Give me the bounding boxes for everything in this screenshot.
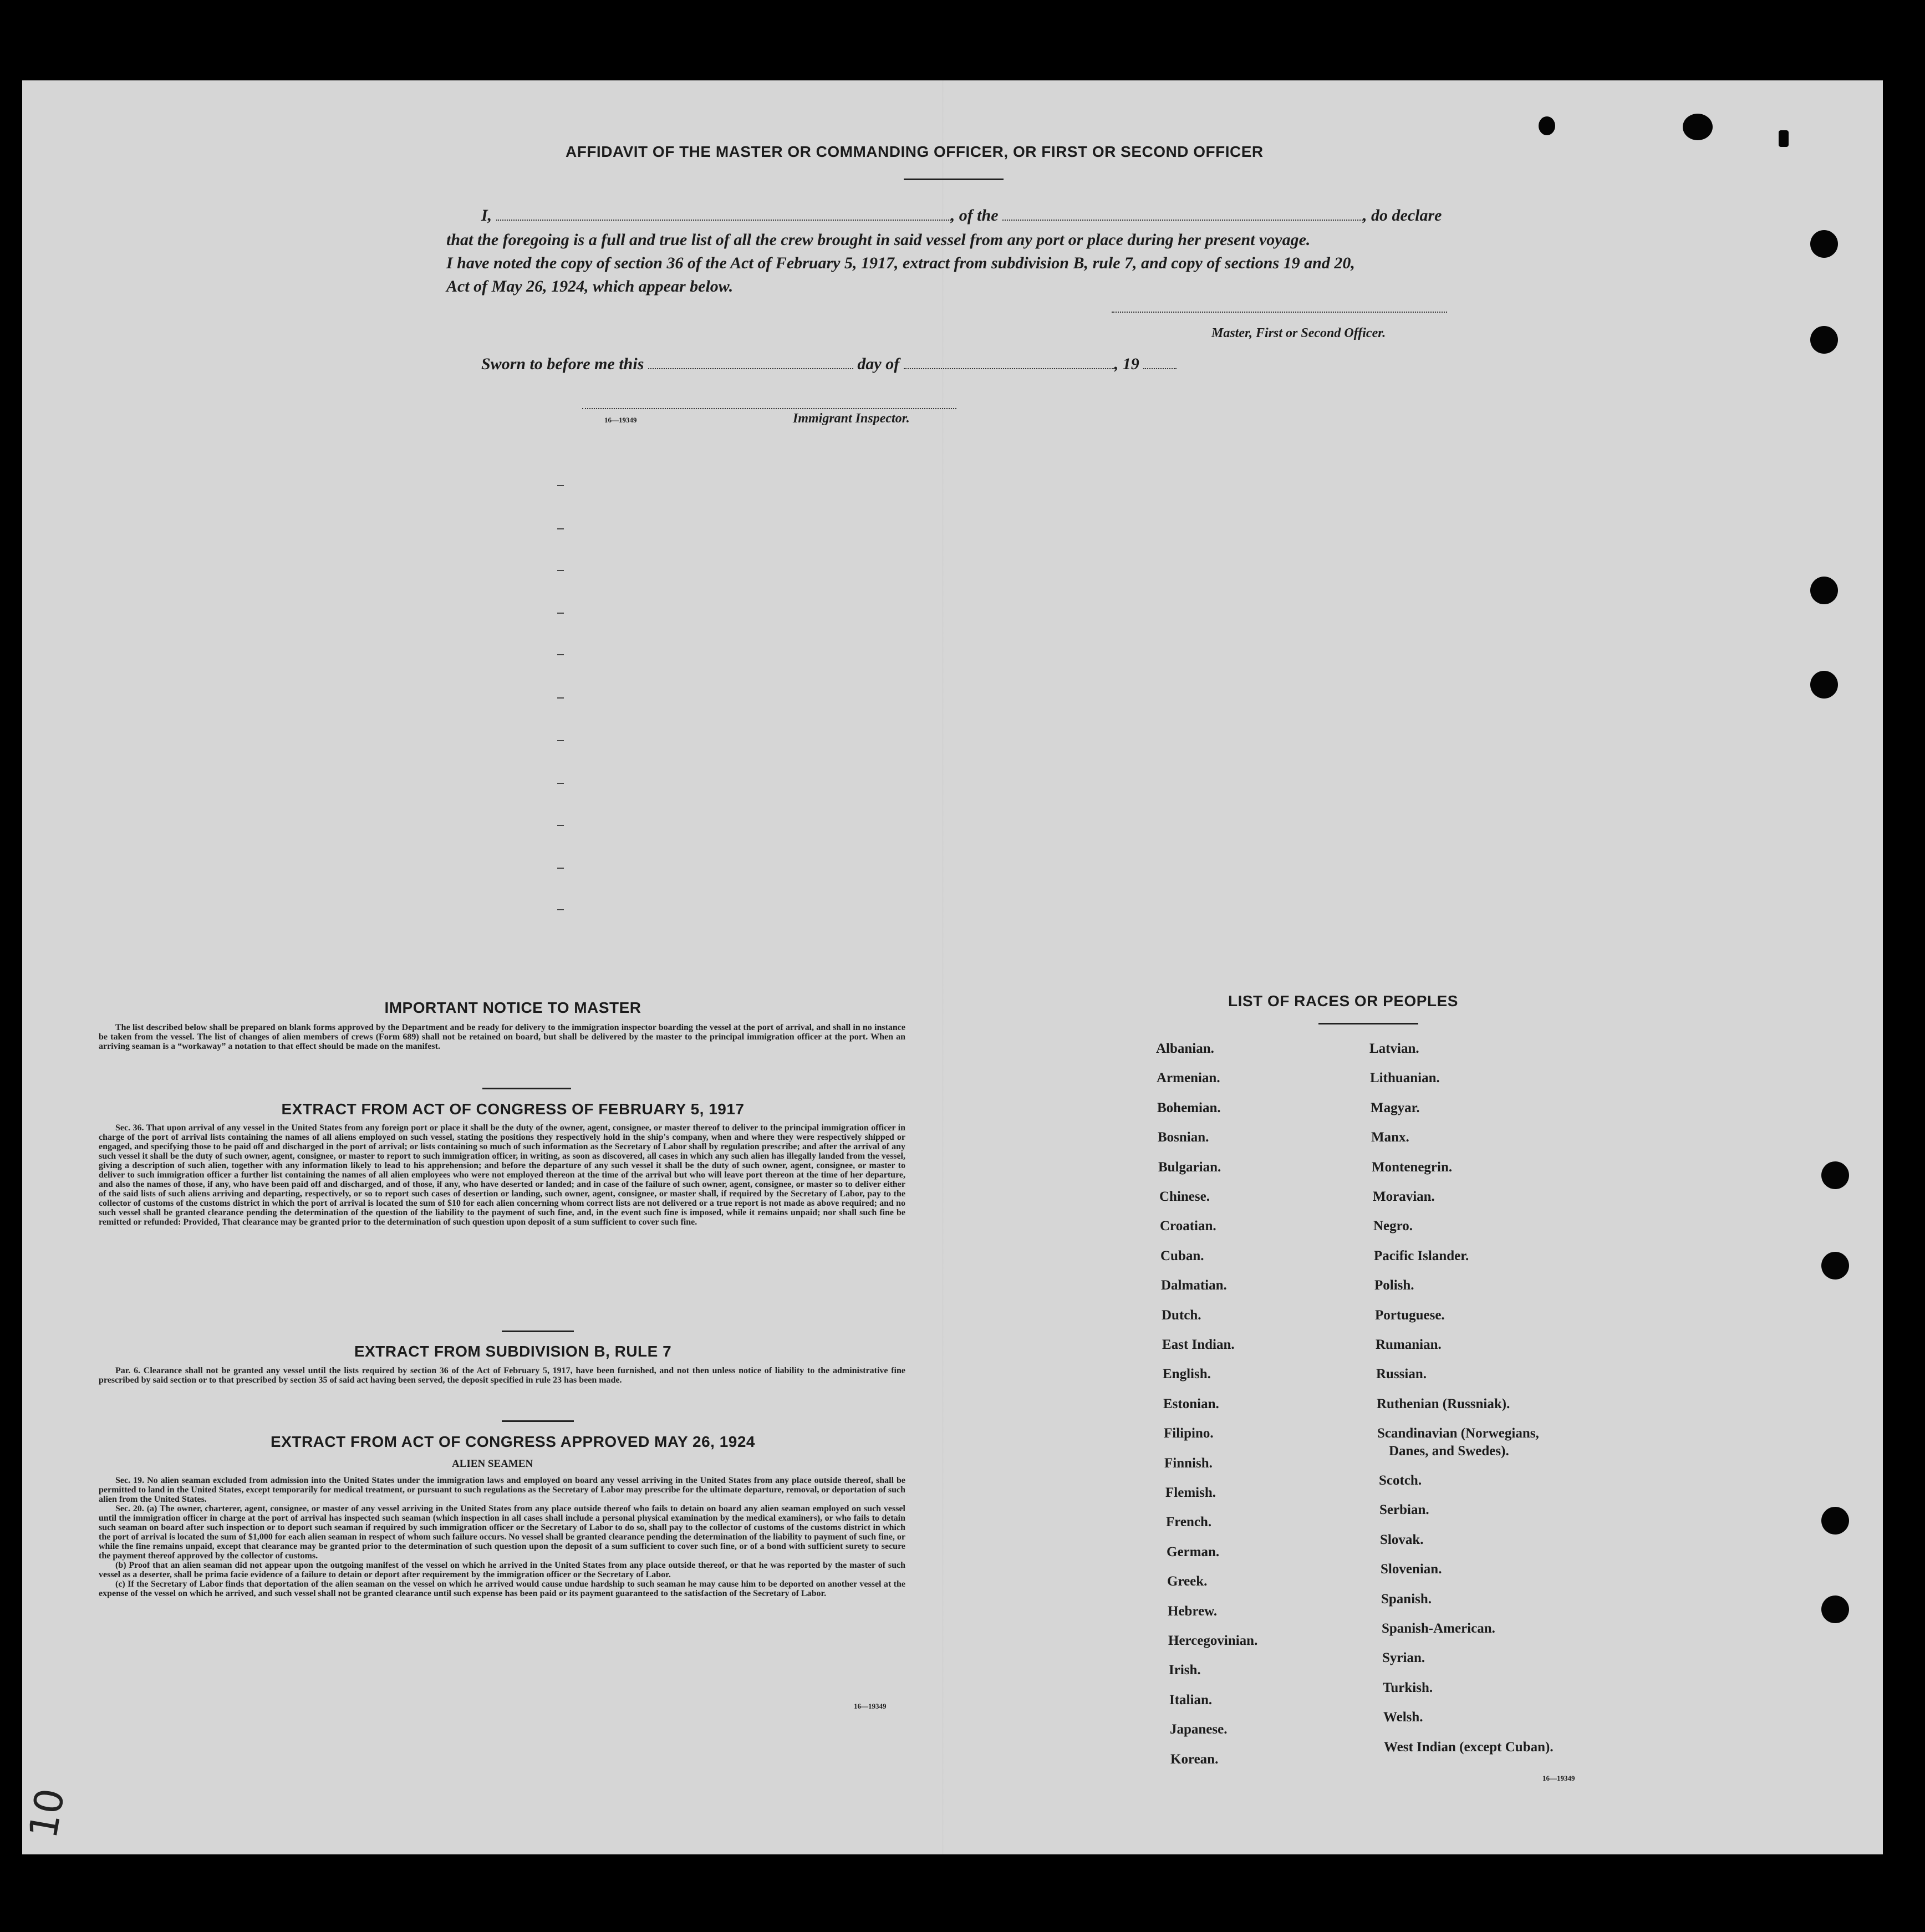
race-item: Greek. (1167, 1574, 1208, 1589)
punch-hole (1821, 1507, 1849, 1535)
blank-row-mark (557, 570, 564, 571)
race-item: Danes, and Swedes). (1389, 1443, 1509, 1459)
race-item: Manx. (1371, 1130, 1409, 1145)
races-title: LIST OF RACES OR PEOPLES (1228, 992, 1458, 1010)
blank-row-mark (557, 868, 564, 869)
race-item: Dutch. (1162, 1307, 1201, 1323)
inspector-caption: Immigrant Inspector. (793, 411, 910, 426)
alien-seamen-subtitle: ALIEN SEAMEN (452, 1458, 533, 1470)
section-divider (482, 1088, 571, 1089)
race-item: Finnish. (1164, 1455, 1213, 1471)
race-item: Slovak. (1380, 1532, 1424, 1547)
races-form-number: 16—19349 (1542, 1774, 1575, 1782)
race-item: Filipino. (1164, 1426, 1214, 1441)
notice-body (99, 1023, 905, 1051)
race-item: Japanese. (1170, 1722, 1228, 1737)
extract-1924-title: EXTRACT FROM ACT OF CONGRESS APPROVED MAY 26, 1924 (271, 1433, 755, 1450)
race-item: Polish. (1374, 1278, 1414, 1293)
section-20a-text: Sec. 20. (a) The owner, charterer, agent, consignee, or master of any vessel arriving in the United States from any place outside thereof who fails to detain on board any alien seaman employed on such vessel until the immigration officer in charge at the port of arrival has inspected such seaman (which inspection in all cases shall include a personal physical examination by the medical examiners), or who fails to detain such seaman on board after such inspection or to deport such seaman if required by such immigration officer or the Secretary of Labor to do so, shall pay to the collector of customs of the customs district in which the port of arrival is located the sum of $1,000 for each alien seaman in respect of whom such failure occurs. No vessel shall be granted clearance pending the determination of the liability to payment of such fine, or while the fine remains unpaid, except that clearance may be granted prior to the determination of such question upon the deposit of a sum sufficient to cover such fine, or of a bond with sufficient surety to secure the payment thereof approved by the collector of customs. (99, 1504, 905, 1561)
race-item: Portuguese. (1375, 1307, 1445, 1323)
master-signature-caption: Master, First or Second Officer. (1211, 326, 1386, 340)
blank-row-mark (557, 654, 564, 655)
race-item: English. (1163, 1367, 1211, 1382)
race-item: Hercegovinian. (1168, 1633, 1258, 1648)
section-19-text: Sec. 19. No alien seaman excluded from admission into the United States under the immigration laws and employed on board any vessel arriving in the United States from any place outside thereof, shall be permitted to land in the United States, except temporarily for medical treatment, or pursuant to such regulations as the Secretary of Labor may prescribe for the ultimate departure, removal, or deportation of such alien from the United States. (99, 1476, 905, 1504)
blank-row-mark (557, 528, 564, 529)
race-item: Korean. (1170, 1751, 1219, 1767)
paragraph-6-text: Par. 6. Clearance shall not be granted any vessel until the lists required by section 36 of the Act of February 5, 1917, have been furnished, and not then unless notice of liability to the administrative fine prescribed by said section or to that prescribed by section 35 of said act having been served, the deposit specified in rule 23 has been made. (99, 1366, 905, 1385)
race-item: Ruthenian (Russniak). (1377, 1396, 1510, 1411)
punch-hole (1810, 671, 1838, 699)
affidavit-title: AFFIDAVIT OF THE MASTER OR COMMANDING OFFICER, OR FIRST OR SECOND OFFICER (566, 143, 1264, 160)
section-divider (502, 1420, 574, 1422)
ink-blot (1779, 130, 1789, 147)
blank-row-mark (557, 740, 564, 741)
race-item: Rumanian. (1376, 1337, 1442, 1352)
sworn-month-field[interactable] (904, 356, 1114, 369)
race-item: Italian. (1169, 1692, 1213, 1707)
section-20b-text: (b) Proof that an alien seaman did not appear upon the outgoing manifest of the vessel on which he arrived in the United States from any place outside thereof, or that he was reported by the master of such vessel as a deserter, shall be prima facie evidence of a failure to detain or deport after requirement by the immigration officer or the Secretary of Labor. (99, 1561, 905, 1579)
sworn-year-field[interactable] (1143, 356, 1177, 369)
affidavit-line-1 (481, 206, 1442, 225)
race-item: Negro. (1373, 1219, 1413, 1234)
affidavit-line-4: Act of May 26, 1924, which appear below. (446, 277, 734, 295)
declare-label: , do declare (1363, 206, 1442, 225)
races-title-divider (1318, 1023, 1418, 1024)
inspector-signature-field[interactable] (582, 407, 956, 409)
race-item: East Indian. (1162, 1337, 1235, 1352)
extract-rule7-title: EXTRACT FROM SUBDIVISION B, RULE 7 (354, 1343, 672, 1360)
blank-row-mark (557, 697, 564, 699)
race-item: Armenian. (1157, 1070, 1220, 1086)
page-fold (943, 80, 944, 1854)
punch-hole (1821, 1252, 1849, 1279)
race-item: Flemish. (1165, 1485, 1216, 1500)
race-item: Irish. (1169, 1663, 1201, 1678)
race-item: Scandinavian (Norwegians, (1377, 1426, 1539, 1441)
race-item: Turkish. (1383, 1680, 1433, 1695)
race-item: Estonian. (1163, 1396, 1219, 1411)
race-item: German. (1167, 1544, 1220, 1559)
ink-blot (1539, 116, 1555, 135)
race-item: French. (1166, 1515, 1212, 1530)
punch-hole (1810, 326, 1838, 354)
vessel-label: , of the (950, 206, 999, 225)
day-of-label: day of (857, 355, 900, 373)
punch-hole (1810, 230, 1838, 258)
affidavit-line-2: that the foregoing is a full and true list of all the crew brought in said vessel from any port or place during her present voyage. (446, 231, 1311, 249)
race-item: Pacific Islander. (1374, 1248, 1469, 1263)
race-item: Chinese. (1159, 1189, 1210, 1204)
punch-hole (1821, 1161, 1849, 1189)
punch-hole (1821, 1595, 1849, 1623)
sworn-label: Sworn to before me this (481, 355, 644, 373)
race-item: Cuban. (1160, 1248, 1204, 1263)
race-item: Welsh. (1383, 1710, 1423, 1725)
extract-rule7-body (99, 1366, 905, 1385)
race-item: Lithuanian. (1370, 1070, 1440, 1086)
vessel-name-field[interactable] (1002, 207, 1363, 221)
declarant-label: I, (481, 206, 492, 225)
declarant-name-field[interactable] (496, 207, 951, 221)
race-item: Bosnian. (1158, 1130, 1209, 1145)
notice-title: IMPORTANT NOTICE TO MASTER (384, 999, 641, 1016)
race-item: Latvian. (1369, 1041, 1419, 1056)
race-item: Spanish. (1381, 1591, 1432, 1607)
affidavit-line-3: I have noted the copy of section 36 of the Act of February 5, 1917, extract from subdivision B, rule 7, and copy of sections 19 and 20, (446, 254, 1355, 272)
race-item: Bulgarian. (1158, 1159, 1221, 1175)
race-item: Spanish-American. (1382, 1621, 1495, 1636)
master-signature-field[interactable] (1112, 310, 1447, 313)
notice-paragraph: The list described below shall be prepared on blank forms approved by the Department and be ready for delivery to the immigration inspector boarding the vessel at the port of arrival, and shall in no instance be taken from the vessel. The list of changes of alien members of crews (Form 689) shall not be retained on board, but shall be delivered by the master to the principal immigration officer at the port. When an arriving seaman is a “workaway” a notation to that effect should be made on the manifest. (99, 1023, 905, 1051)
ink-blot (1683, 114, 1713, 140)
blank-row-mark (557, 909, 564, 910)
section-20c-text: (c) If the Secretary of Labor finds that deportation of the alien seaman on the vessel on which he arrived would cause undue hardship to such seaman he may cause him to be deported on another vessel at the expense of the vessel on which he arrived, and such vessel shall not be granted clearance until such expense has been paid or its payment guaranteed to the satisfaction of the Secretary of Labor. (99, 1579, 905, 1598)
race-item: Serbian. (1379, 1502, 1429, 1518)
blank-row-mark (557, 783, 564, 784)
race-item: Syrian. (1382, 1650, 1425, 1666)
section-36-text: Sec. 36. That upon arrival of any vessel in the United States from any foreign port or place it shall be the duty of the owner, agent, consignee, or master thereof to deliver to the principal immigration officer in charge of the port of arrival lists containing the names of all aliens employed on such vessel, stating the positions they respectively hold in the ship's company, when and where they were respectively shipped or engaged, and specifying those to be paid off and discharged in the port of arrival; or lists containing so much of such information as the Secretary of Labor shall by regulation prescribe; and after the arrival of any such vessel it shall be the duty of such owner, agent, consignee, or master to report to such immigration officer, in writing, as soon as discovered, all cases in which any such alien has illegally landed from the vessel, giving a description of such alien, together with any information likely to lead to his apprehension; and before the departure of any such vessel it shall be the duty of such owner, agent, consignee, or master to deliver to such immigration officer a further list containing the names of all alien employees who were not employed thereon at the time of the arrival but who will leave port thereon at the time of her departure, and also the names of those, if any, who have been paid off and discharged, and of those, if any, who have deserted or landed; and in case of the failure of such owner, agent, consignee, or master so to deliver either of the said lists of such aliens arriving and departing, respectively, or so to report such cases of desertion or landing, such owner, agent, consignee, or master shall, if required by the Secretary of Labor, pay to the collector of customs of the customs district in which the port of arrival is located the sum of $10 for each alien concerning whom correct lists are not delivered or a true report is not made as above required; and no such vessel shall be granted clearance pending the determination of the question of the liability to the payment of such fine, and, in the event such fine is imposed, while it remains unpaid; nor shall such fine be remitted or refunded: Provided, That clearance may be granted prior to the determination of such question upon deposit of a sum sufficient to cover such fine. (99, 1123, 905, 1227)
race-item: Russian. (1376, 1367, 1427, 1382)
race-item: Scotch. (1379, 1473, 1422, 1488)
race-item: Bohemian. (1157, 1100, 1221, 1115)
affidavit-form-number: 16—19349 (604, 416, 637, 424)
section-divider (502, 1331, 574, 1332)
extract-1924-body (99, 1476, 905, 1598)
race-item: Moravian. (1373, 1189, 1435, 1204)
race-item: Montenegrin. (1372, 1159, 1453, 1175)
race-item: Hebrew. (1168, 1603, 1218, 1619)
race-item: Croatian. (1160, 1219, 1216, 1234)
extract-1917-body (99, 1123, 905, 1227)
year-label: , 19 (1114, 355, 1139, 373)
blank-row-mark (557, 485, 564, 486)
race-item: Slovenian. (1381, 1562, 1442, 1577)
race-item: Magyar. (1371, 1100, 1420, 1115)
race-item: Albanian. (1156, 1041, 1214, 1056)
punch-hole (1810, 577, 1838, 604)
sworn-day-field[interactable] (648, 356, 853, 369)
title-divider (904, 179, 1004, 180)
blank-row-mark (557, 825, 564, 826)
sworn-line (481, 355, 1177, 374)
race-item: Dalmatian. (1161, 1278, 1227, 1293)
handwritten-page-number: 10 (20, 1785, 74, 1842)
extract-1917-title: EXTRACT FROM ACT OF CONGRESS OF FEBRUARY 5, 1917 (281, 1100, 745, 1118)
blank-row-mark (557, 613, 564, 614)
race-item: West Indian (except Cuban). (1384, 1739, 1554, 1755)
extract-form-number: 16—19349 (854, 1702, 887, 1710)
